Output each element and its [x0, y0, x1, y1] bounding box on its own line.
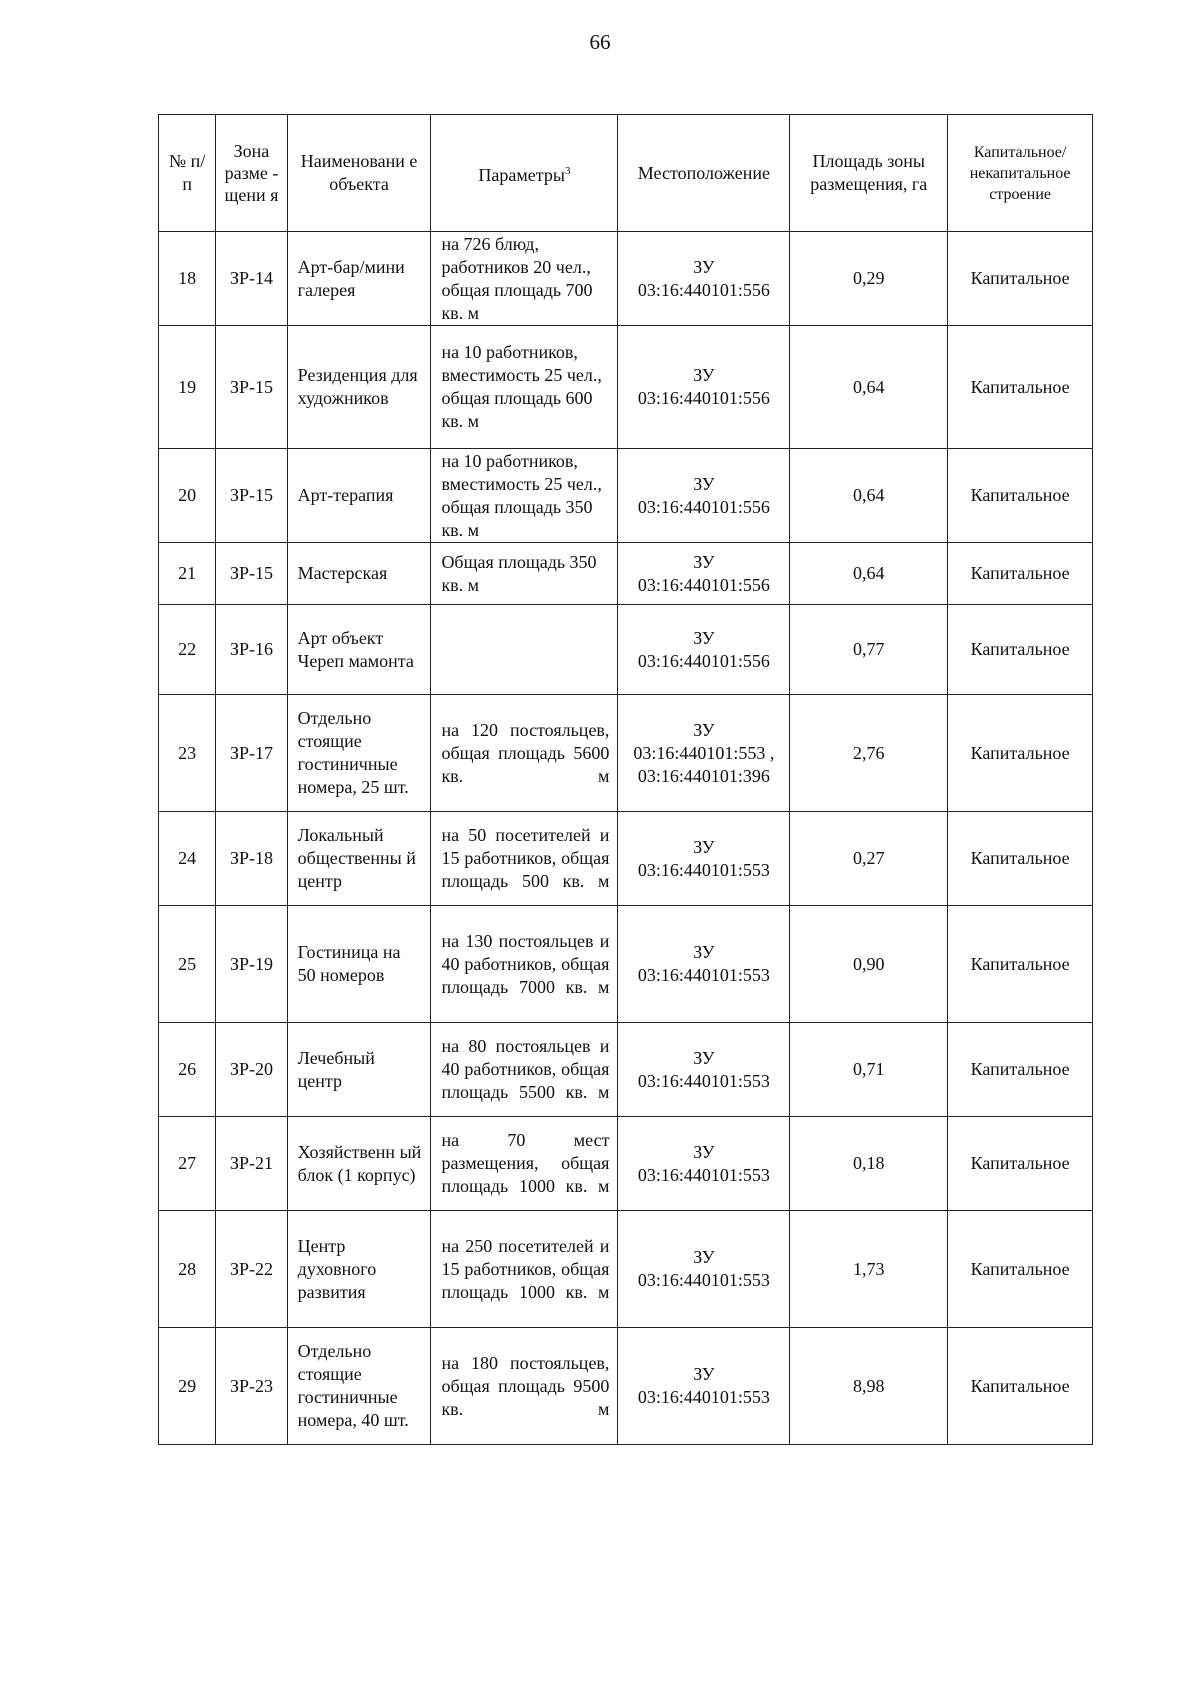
row-area: 8,98	[790, 1328, 948, 1445]
row-location: ЗУ 03:16:440101:553	[618, 1117, 790, 1211]
row-zone: ЗР-16	[216, 605, 287, 695]
row-object-name: Резиденция для художников	[287, 326, 431, 449]
table-row	[159, 812, 1093, 906]
table-row	[159, 543, 1093, 605]
row-location: ЗУ 03:16:440101:553 , 03:16:440101:396	[618, 695, 790, 812]
row-object-name: Отдельно стоящие гостиничные номера, 25 шт.	[287, 695, 431, 812]
row-object-name: Отдельно стоящие гостиничные номера, 40 шт.	[287, 1328, 431, 1445]
row-params: Общая площадь 350 кв. м	[431, 543, 618, 605]
row-params: на 70 мест размещения, общая площадь 1000 кв. м	[431, 1117, 618, 1211]
row-area: 1,73	[790, 1211, 948, 1328]
row-area: 0,71	[790, 1023, 948, 1117]
row-area: 0,18	[790, 1117, 948, 1211]
table-header-row	[159, 115, 1093, 232]
row-location: ЗУ 03:16:440101:556	[618, 543, 790, 605]
row-location: ЗУ 03:16:440101:553	[618, 906, 790, 1023]
row-zone: ЗР-14	[216, 232, 287, 326]
row-type: Капитальное	[948, 1117, 1093, 1211]
table-row	[159, 906, 1093, 1023]
header-name: Наименовани е объекта	[287, 115, 431, 232]
row-zone: ЗР-15	[216, 326, 287, 449]
row-zone: ЗР-21	[216, 1117, 287, 1211]
row-object-name: Локальный общественны й центр	[287, 812, 431, 906]
row-num: 20	[159, 449, 216, 543]
row-params: на 10 работников, вместимость 25 чел., общая площадь 350 кв. м	[431, 449, 618, 543]
row-num: 22	[159, 605, 216, 695]
row-area: 0,90	[790, 906, 948, 1023]
header-zone: Зона разме - щени я	[216, 115, 287, 232]
header-num: № п/п	[159, 115, 216, 232]
page-number: 66	[589, 30, 611, 54]
table-row	[159, 449, 1093, 543]
row-object-name: Центр духовного развития	[287, 1211, 431, 1328]
row-params: на 120 постояльцев, общая площадь 5600 кв. м	[431, 695, 618, 812]
table-row	[159, 1023, 1093, 1117]
header-params: Параметры$^3$	[431, 115, 618, 232]
row-area: 0,64	[790, 449, 948, 543]
row-num: 24	[159, 812, 216, 906]
header-location: Местоположение	[618, 115, 790, 232]
row-params	[431, 605, 618, 695]
row-object-name: Арт-бар/мини галерея	[287, 232, 431, 326]
table-row	[159, 1211, 1093, 1328]
row-location: ЗУ 03:16:440101:556	[618, 326, 790, 449]
row-num: 28	[159, 1211, 216, 1328]
row-object-name: Лечебный центр	[287, 1023, 431, 1117]
row-type: Капитальное	[948, 812, 1093, 906]
row-type: Капитальное	[948, 1328, 1093, 1445]
row-type: Капитальное	[948, 543, 1093, 605]
row-type: Капитальное	[948, 906, 1093, 1023]
row-zone: ЗР-17	[216, 695, 287, 812]
row-zone: ЗР-22	[216, 1211, 287, 1328]
row-num: 29	[159, 1328, 216, 1445]
header-type: Капитальное/ некапитальное строение	[948, 115, 1093, 232]
row-zone: ЗР-19	[216, 906, 287, 1023]
row-location: ЗУ 03:16:440101:556	[618, 449, 790, 543]
row-num: 25	[159, 906, 216, 1023]
row-zone: ЗР-15	[216, 449, 287, 543]
table-row	[159, 695, 1093, 812]
row-zone: ЗР-15	[216, 543, 287, 605]
row-params: на 80 постояльцев и 40 работников, общая площадь 5500 кв. м	[431, 1023, 618, 1117]
row-area: 0,64	[790, 326, 948, 449]
row-location: ЗУ 03:16:440101:556	[618, 605, 790, 695]
table-row	[159, 1328, 1093, 1445]
row-location: ЗУ 03:16:440101:556	[618, 232, 790, 326]
row-area: 2,76	[790, 695, 948, 812]
row-type: Капитальное	[948, 605, 1093, 695]
row-object-name: Гостиница на 50 номеров	[287, 906, 431, 1023]
table-row	[159, 1117, 1093, 1211]
row-params: на 130 постояльцев и 40 работников, общая площадь 7000 кв. м	[431, 906, 618, 1023]
footnote-marker: 3	[564, 164, 571, 177]
row-num: 26	[159, 1023, 216, 1117]
row-location: ЗУ 03:16:440101:553	[618, 812, 790, 906]
row-zone: ЗР-20	[216, 1023, 287, 1117]
row-type: Капитальное	[948, 449, 1093, 543]
row-object-name: Арт-терапия	[287, 449, 431, 543]
row-params: на 50 посетителей и 15 работников, общая площадь 500 кв. м	[431, 812, 618, 906]
row-object-name: Мастерская	[287, 543, 431, 605]
row-type: Капитальное	[948, 1023, 1093, 1117]
row-location: ЗУ 03:16:440101:553	[618, 1023, 790, 1117]
row-location: ЗУ 03:16:440101:553	[618, 1328, 790, 1445]
row-object-name: Хозяйственн ый блок (1 корпус)	[287, 1117, 431, 1211]
row-location: ЗУ 03:16:440101:553	[618, 1211, 790, 1328]
table-row	[159, 326, 1093, 449]
row-zone: ЗР-23	[216, 1328, 287, 1445]
row-params: на 726 блюд, работников 20 чел., общая площадь 700 кв. м	[431, 232, 618, 326]
header-area: Площадь зоны размещения, га	[790, 115, 948, 232]
table-row	[159, 232, 1093, 326]
row-area: 0,29	[790, 232, 948, 326]
table-row	[159, 605, 1093, 695]
row-params: на 250 посетителей и 15 работников, общая площадь 1000 кв. м	[431, 1211, 618, 1328]
row-area: 0,64	[790, 543, 948, 605]
row-zone: ЗР-18	[216, 812, 287, 906]
row-area: 0,77	[790, 605, 948, 695]
row-num: 19	[159, 326, 216, 449]
row-type: Капитальное	[948, 326, 1093, 449]
row-type: Капитальное	[948, 695, 1093, 812]
row-type: Капитальное	[948, 1211, 1093, 1328]
objects-table	[158, 114, 1093, 1445]
row-num: 21	[159, 543, 216, 605]
row-params: на 10 работников, вместимость 25 чел., общая площадь 600 кв. м	[431, 326, 618, 449]
row-params: на 180 постояльцев, общая площадь 9500 кв. м	[431, 1328, 618, 1445]
row-type: Капитальное	[948, 232, 1093, 326]
row-num: 27	[159, 1117, 216, 1211]
row-area: 0,27	[790, 812, 948, 906]
row-object-name: Арт объект Череп мамонта	[287, 605, 431, 695]
row-num: 18	[159, 232, 216, 326]
row-num: 23	[159, 695, 216, 812]
